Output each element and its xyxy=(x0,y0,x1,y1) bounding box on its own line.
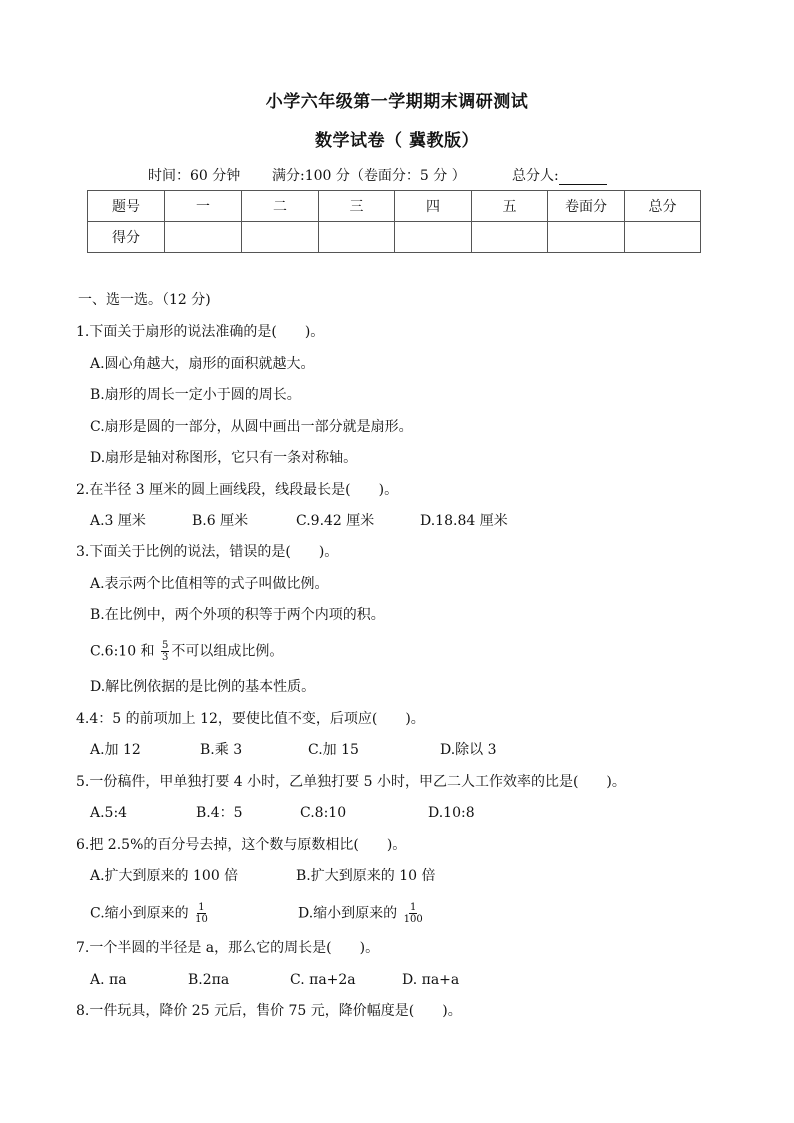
header-cell: 总分 xyxy=(625,191,701,222)
fraction-numerator: 5 xyxy=(162,640,169,651)
question-3-option-d: D.解比例依据的是比例的基本性质。 xyxy=(90,679,316,695)
header-cell: 四 xyxy=(395,191,472,222)
question-5-stem: 5.一份稿件，甲单独打要 4 小时，乙单独打要 5 小时，甲乙二人工作效率的比是( )。 xyxy=(76,774,626,790)
header-cell: 卷面分 xyxy=(548,191,625,222)
q3-c-suffix: 不可以组成比例。 xyxy=(171,643,284,660)
fraction-1-100 xyxy=(404,902,423,925)
fraction-5-3 xyxy=(161,640,169,663)
q6-c-prefix: C.缩小到原来的 xyxy=(90,905,189,922)
score-table-score-row xyxy=(88,222,701,253)
question-5-option-a: A.5:4 xyxy=(90,805,128,821)
score-cell[interactable] xyxy=(319,222,395,253)
question-1-option-a: A.圆心角越大，扇形的面积就越大。 xyxy=(90,356,315,372)
score-cell[interactable] xyxy=(472,222,548,253)
question-1-option-c: C.扇形是圆的一部分，从圆中画出一部分就是扇形。 xyxy=(90,419,413,435)
question-5-option-c: C.8:10 xyxy=(300,805,347,821)
question-3-stem: 3.下面关于比例的说法，错误的是( )。 xyxy=(76,544,339,560)
header-cell: 二 xyxy=(242,191,319,222)
question-4-stem: 4.4：5 的前项加上 12，要使比值不变，后项应( )。 xyxy=(76,711,425,727)
score-table xyxy=(87,190,701,253)
fraction-numerator: 1 xyxy=(410,902,417,913)
header-cell: 题号 xyxy=(88,191,165,222)
question-6-stem: 6.把 2.5%的百分号去掉，这个数与原数相比( )。 xyxy=(76,837,407,853)
question-6-option-a: A.扩大到原来的 100 倍 xyxy=(90,868,239,884)
fraction-denominator: 100 xyxy=(403,914,423,925)
question-4-option-c: C.加 15 xyxy=(308,742,359,758)
question-2-stem: 2.在半径 3 厘米的圆上画线段，线段最长是( )。 xyxy=(76,482,399,498)
header-cell: 一 xyxy=(165,191,242,222)
question-7-stem: 7.一个半圆的半径是 a，那么它的周长是( )。 xyxy=(76,940,380,956)
question-3-option-a: A.表示两个比值相等的式子叫做比例。 xyxy=(90,576,329,592)
question-1-stem: 1.下面关于扇形的说法准确的是( )。 xyxy=(76,324,325,340)
question-5-option-b: B.4：5 xyxy=(196,805,243,821)
score-cell[interactable] xyxy=(625,222,701,253)
question-8-stem: 8.一件玩具，降价 25 元后，售价 75 元，降价幅度是( )。 xyxy=(76,1003,462,1019)
question-1-option-b: B.扇形的周长一定小于圆的周长。 xyxy=(90,387,301,403)
q6-d-prefix: D.缩小到原来的 xyxy=(298,905,398,922)
score-cell[interactable] xyxy=(548,222,625,253)
grader-field xyxy=(512,165,607,185)
header-cell: 五 xyxy=(472,191,548,222)
score-cell[interactable] xyxy=(165,222,242,253)
question-6-option-b: B.扩大到原来的 10 倍 xyxy=(296,868,436,884)
grader-blank xyxy=(559,170,607,185)
question-4-option-d: D.除以 3 xyxy=(440,742,497,758)
score-table-header-row xyxy=(88,191,701,222)
exam-time: 时间：60 分钟 xyxy=(148,168,241,184)
question-7-option-d: D. πa+a xyxy=(402,972,460,988)
question-3-option-b: B.在比例中，两个外项的积等于两个内项的积。 xyxy=(90,607,385,623)
question-7-option-c: C. πa+2a xyxy=(290,972,356,988)
grader-label: 总分人: xyxy=(512,168,559,184)
q3-c-prefix: C.6:10 和 xyxy=(90,643,155,660)
exam-subtitle: 数学试卷（ 冀教版） xyxy=(315,131,479,151)
question-2-option-a: A.3 厘米 xyxy=(90,513,146,529)
fraction-numerator: 1 xyxy=(198,902,205,913)
question-2-option-c: C.9.42 厘米 xyxy=(296,513,375,529)
question-7-option-b: B.2πa xyxy=(188,972,230,988)
fraction-1-10 xyxy=(195,902,208,925)
exam-title: 小学六年级第一学期期末调研测试 xyxy=(265,92,529,112)
exam-full-score: 满分:100 分（卷面分：5 分 ） xyxy=(272,168,466,184)
header-cell: 三 xyxy=(319,191,395,222)
question-6-option-c xyxy=(90,902,210,925)
fraction-denominator: 10 xyxy=(195,914,208,925)
score-row-label: 得分 xyxy=(88,222,165,253)
score-cell[interactable] xyxy=(242,222,319,253)
question-5-option-d: D.10:8 xyxy=(428,805,475,821)
question-2-option-b: B.6 厘米 xyxy=(192,513,249,529)
question-1-option-d: D.扇形是轴对称图形，它只有一条对称轴。 xyxy=(90,450,358,466)
question-7-option-a: A. πa xyxy=(90,972,127,988)
question-6-option-d xyxy=(298,902,425,925)
question-3-option-c xyxy=(90,640,283,663)
fraction-denominator: 3 xyxy=(162,652,169,663)
question-4-option-a: A.加 12 xyxy=(90,742,141,758)
score-cell[interactable] xyxy=(395,222,472,253)
section-heading: 一、选一选。（12 分) xyxy=(78,292,211,308)
question-4-option-b: B.乘 3 xyxy=(200,742,243,758)
question-2-option-d: D.18.84 厘米 xyxy=(420,513,508,529)
